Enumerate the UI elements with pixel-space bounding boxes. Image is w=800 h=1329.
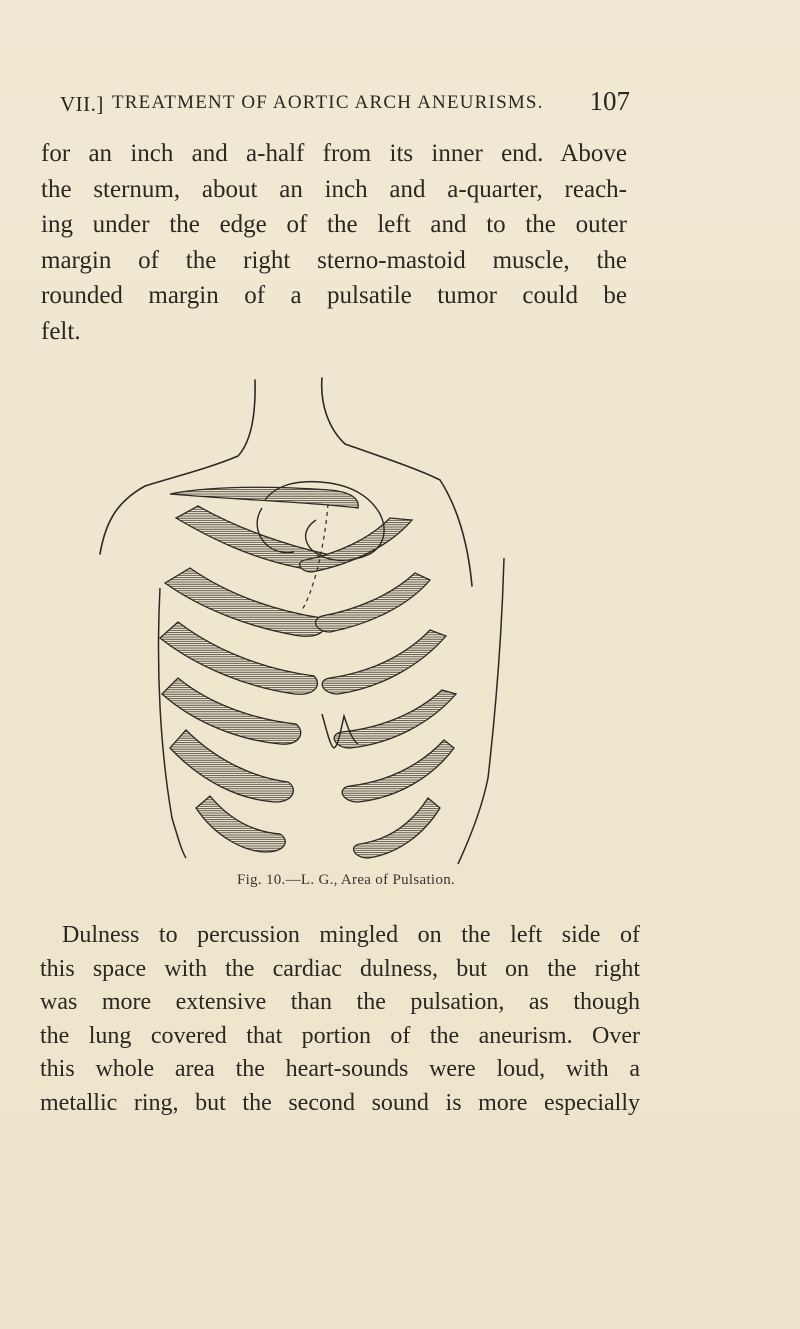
rib-group: [160, 487, 456, 858]
text-line: Dulness to percussion mingled on the left side of: [62, 922, 640, 948]
page-number: 107: [589, 86, 630, 116]
text-line: was more extensive than the pulsation, as though: [40, 989, 640, 1015]
rib-cage-illustration: [90, 368, 590, 868]
text-line: margin of the right sterno-mastoid muscle, the: [41, 246, 627, 274]
figure-caption: Fig. 10.—L. G., Area of Pulsation.: [236, 872, 456, 888]
text-line: ing under the edge of the left and to the outer: [41, 211, 627, 238]
text-line: rounded margin of a pulsatile tumor could be: [41, 282, 627, 309]
paragraph-bottom: [40, 919, 640, 1120]
text-line: for an inch and a-half from its inner end. Above: [41, 140, 627, 167]
paragraph-top: [41, 136, 627, 349]
text-line: this space with the cardiac dulness, but on the right: [40, 955, 640, 982]
running-head: [60, 86, 630, 126]
text-line: felt.: [41, 317, 81, 345]
text-line: the sternum, about an inch and a-quarter, reach-: [41, 175, 627, 203]
text-line: metallic ring, but the second sound is more especially: [40, 1089, 640, 1116]
chapter-number: VII.]: [60, 92, 104, 116]
running-title: TREATMENT OF AORTIC ARCH ANEURISMS.: [112, 92, 544, 113]
text-line: this whole area the heart-sounds were loud, with a: [40, 1056, 640, 1082]
text-line: the lung covered that portion of the aneurism. Over: [40, 1022, 640, 1049]
